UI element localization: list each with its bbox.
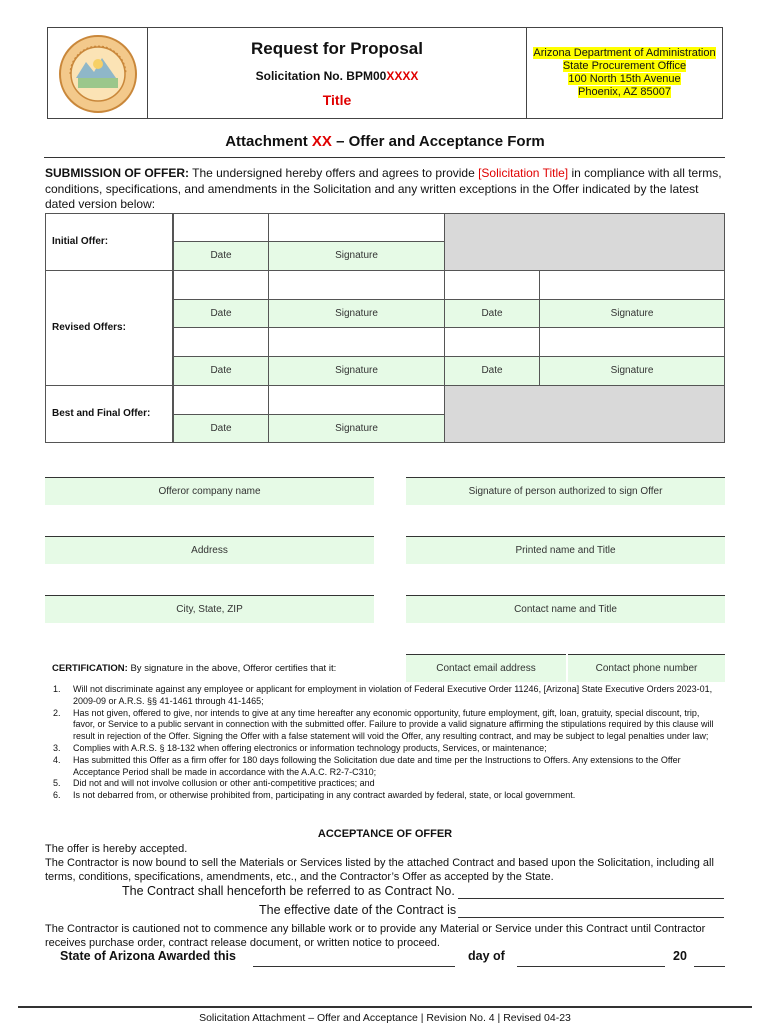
shaded-cell <box>444 385 725 443</box>
signature-label: Signature <box>268 356 445 386</box>
contact-phone-field[interactable]: Contact phone number <box>568 654 725 682</box>
list-item: 2. Has not given, offered to give, nor intends to give at any time hereafter any economic opportunity, future employment, gift, loan, gratuity, special discount, trip, favor, or Service to a public servant in connection with the submitted offer. Failure to provide a valid signature affirming the stipulations required by this clause will result in rejection of the Offer. Signing the Offer with a false statement will void the Offer, any resulting contract, and may be subject to legal penalties under law; <box>53 707 714 742</box>
date-label: Date <box>444 299 540 328</box>
date-label: Date <box>444 356 540 386</box>
date-label: Date <box>173 299 269 328</box>
revised-date-input[interactable] <box>444 327 540 357</box>
awarded-day-line[interactable] <box>253 966 455 967</box>
date-label: Date <box>173 241 269 271</box>
state-seal-icon <box>58 34 138 114</box>
header-title-cell <box>148 28 526 118</box>
year-prefix: 20 <box>673 949 687 963</box>
bafo-label: Best and Final Offer: <box>52 408 151 419</box>
effective-date-label: The effective date of the Contract is <box>259 903 457 917</box>
revised-date-input[interactable] <box>173 270 269 300</box>
signature-label: Signature <box>268 241 445 271</box>
footer-divider <box>18 1006 752 1008</box>
signature-label: Signature <box>268 299 445 328</box>
revised-date-input[interactable] <box>444 270 540 300</box>
signature-label: Signature <box>539 356 725 386</box>
footer-text: Solicitation Attachment – Offer and Acceptance | Revision No. 4 | Revised 04-23 <box>199 1012 571 1024</box>
revised-date-input[interactable] <box>173 327 269 357</box>
submission-paragraph: SUBMISSION OF OFFER: The undersigned hereby offers and agrees to provide [Solicitation Title] in compliance with all terms, conditions, specifications, and amendments in the Solicitation and any written exceptions in the Offer indicated by the latest dated version below: <box>45 166 722 211</box>
revised-signature-input[interactable] <box>268 270 445 300</box>
bafo-signature-input[interactable] <box>268 385 445 415</box>
contact-name-field[interactable]: Contact name and Title <box>406 595 725 623</box>
list-item: 6. Is not debarred from, or otherwise prohibited from, participating in any contract awarded by federal, state, or local government. <box>53 790 576 801</box>
divider <box>44 157 725 158</box>
solicitation-number: Solicitation No. BPM00XXXX <box>255 69 419 83</box>
day-of-label: day of <box>468 949 505 963</box>
effective-date-line[interactable] <box>458 917 724 918</box>
shaded-cell <box>444 213 725 271</box>
initial-offer-label: Initial Offer: <box>52 236 109 247</box>
list-item: 3. Complies with A.R.S. § 18-132 when offering electronics or information technology products, Services, or maintenance; <box>53 742 547 753</box>
awarded-year-line[interactable] <box>694 966 725 967</box>
offeror-company-field[interactable]: Offeror company name <box>45 477 374 505</box>
list-item: 5. Did not and will not involve collusion or other anti-competitive practices; and <box>53 778 375 789</box>
awarded-month-line[interactable] <box>517 966 665 967</box>
header-box <box>47 27 723 119</box>
certification-list <box>50 684 720 802</box>
revised-signature-input[interactable] <box>539 327 725 357</box>
bafo-date-input[interactable] <box>173 385 269 415</box>
seal-cell <box>48 28 148 118</box>
revised-signature-input[interactable] <box>268 327 445 357</box>
city-state-zip-field[interactable]: City, State, ZIP <box>45 595 374 623</box>
signature-label: Signature <box>539 299 725 328</box>
list-item: 1. Will not discriminate against any employee or applicant for employment in violation of Federal Executive Order 11246, [Arizona] State Executive Orders 2023-01, 2009-09 or A.R.S. §§ 41-1461 through 41-1465; <box>53 684 713 706</box>
initial-signature-input[interactable] <box>268 213 445 242</box>
revised-signature-input[interactable] <box>539 270 725 300</box>
acceptance-line2: The Contractor is now bound to sell the Materials or Services listed by the attached Contract and based upon the Solicitation, including all terms, conditions, specifications, amendments, etc., and the Contractor’s Offer as accepted by the State. <box>45 857 714 883</box>
contract-number-line[interactable] <box>458 898 724 899</box>
printed-name-field[interactable]: Printed name and Title <box>406 536 725 564</box>
date-label: Date <box>173 356 269 386</box>
contract-number-label: The Contract shall henceforth be referred to as Contract No. <box>122 884 455 898</box>
signature-label: Signature <box>268 414 445 443</box>
date-label: Date <box>173 414 269 443</box>
acceptance-line1: The offer is hereby accepted. <box>45 843 188 855</box>
list-item: 4. Has submitted this Offer as a firm offer for 180 days following the Solicitation due date and time per the Instructions to Offers. Any extensions to the Offer Acceptance Period shall be made in accordance with the A.A.C. R2-7-C310; <box>53 754 681 777</box>
awarded-label: State of Arizona Awarded this <box>60 949 236 963</box>
certification-intro: CERTIFICATION: By signature in the above, Offeror certifies that it: <box>52 663 337 674</box>
revised-offers-label: Revised Offers: <box>52 322 126 333</box>
attachment-heading: Attachment XX – Offer and Acceptance Form <box>225 133 545 150</box>
doc-subtitle: Title <box>322 92 352 108</box>
initial-date-input[interactable] <box>173 213 269 242</box>
address-field[interactable]: Address <box>45 536 374 564</box>
caution-paragraph: The Contractor is cautioned not to commence any billable work or to provide any Material or Service under this Contract until Contractor receives purchase order, contract release document, or written notice to proceed. <box>45 923 706 949</box>
contact-email-field[interactable]: Contact email address <box>406 654 566 682</box>
agency-address: Arizona Department of Administration State Procurement Office 100 North 15th Avenue Phoenix, AZ 85007 <box>526 28 722 118</box>
doc-title: Request for Proposal <box>251 39 423 58</box>
acceptance-heading: ACCEPTANCE OF OFFER <box>317 828 453 840</box>
authorized-signature-field[interactable]: Signature of person authorized to sign Offer <box>406 477 725 505</box>
